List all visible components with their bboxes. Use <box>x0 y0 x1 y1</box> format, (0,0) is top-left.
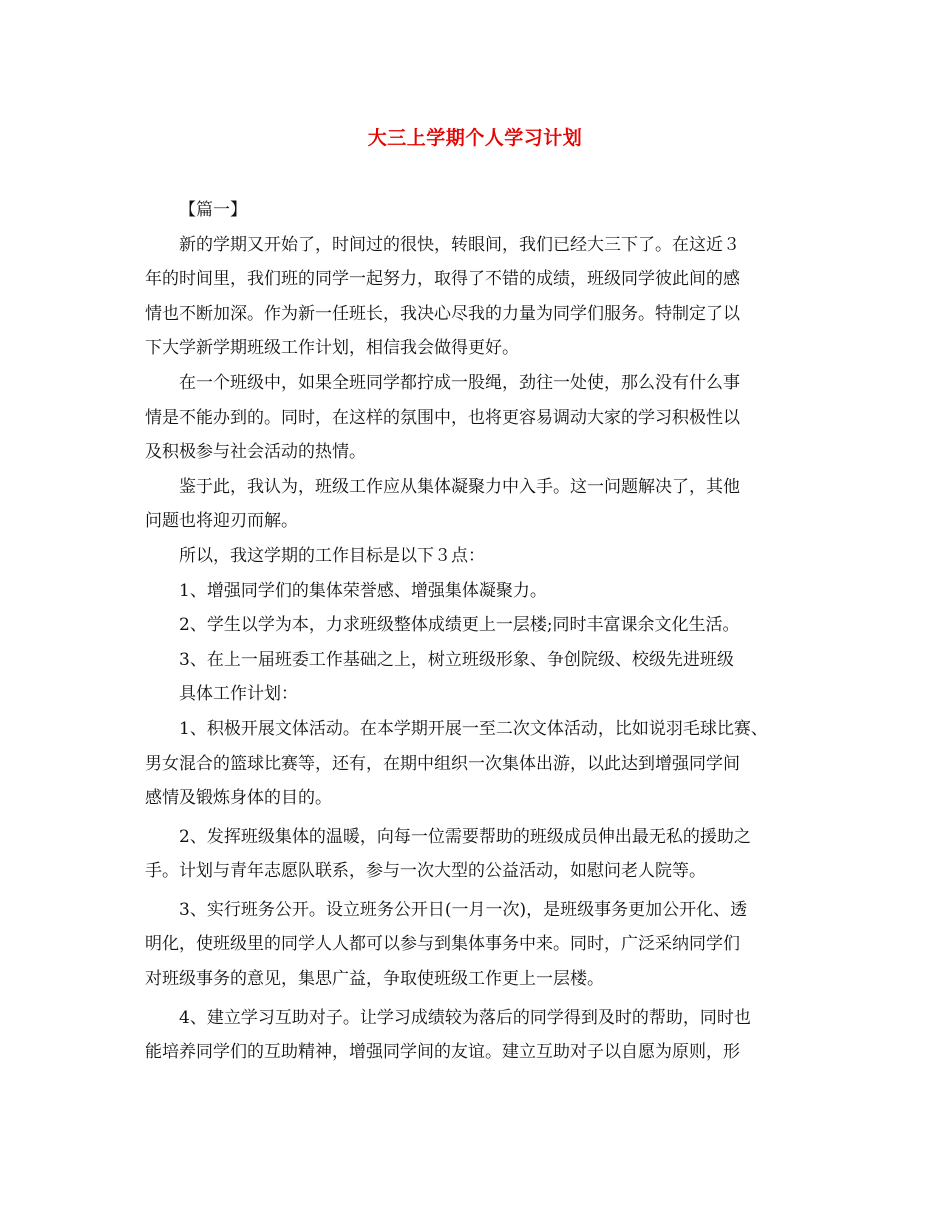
section-heading: 【篇一】 <box>179 200 247 220</box>
paragraph-line: 情是不能办到的。同时，在这样的氛围中，也将更容易调动大家的学习积极性以 <box>145 407 740 428</box>
list-item: 3、实行班务公开。设立班务公开日(一月一次)，是班级事务更加公开化、透 <box>179 899 748 920</box>
paragraph-line: 感情及锻炼身体的目的。 <box>145 788 332 809</box>
paragraph-line: 能培养同学们的互助精神，增强同学间的友谊。建立互助对子以自愿为原则，形 <box>145 1042 740 1063</box>
list-item: 2、学生以学为本，力求班级整体成绩更上一层楼;同时丰富课余文化生活。 <box>179 615 740 636</box>
paragraph-line: 所以，我这学期的工作目标是以下３点： <box>179 545 485 566</box>
paragraph-line: 在一个班级中，如果全班同学都拧成一股绳，劲往一处使，那么没有什么事 <box>179 372 740 393</box>
paragraph-line: 及积极参与社会活动的热情。 <box>145 442 366 463</box>
list-item: 3、在上一届班委工作基础之上，树立班级形象、争创院级、校级先进班级 <box>179 649 734 670</box>
paragraph-line: 男女混合的篮球比赛等，还有，在期中组织一次集体出游，以此达到增强同学间 <box>145 753 740 774</box>
subheading: 具体工作计划： <box>179 684 298 705</box>
paragraph-line: 对班级事务的意见，集思广益，争取使班级工作更上一层楼。 <box>145 969 604 990</box>
document-title: 大三上学期个人学习计划 <box>367 127 583 149</box>
list-item: 4、建立学习互助对子。让学习成绩较为落后的同学得到及时的帮助，同时也 <box>179 1007 751 1028</box>
paragraph-line: 鉴于此，我认为，班级工作应从集体凝聚力中入手。这一问题解决了，其他 <box>179 476 740 497</box>
list-item: 1、增强同学们的集体荣誉感、增强集体凝聚力。 <box>179 580 547 601</box>
document-body <box>145 196 805 1073</box>
paragraph-line: 新的学期又开始了，时间过的很快，转眼间，我们已经大三下了。在这近３ <box>179 234 740 255</box>
paragraph-line: 情也不断加深。作为新一任班长，我决心尽我的力量为同学们服务。特制定了以 <box>145 303 740 324</box>
paragraph-line: 年的时间里，我们班的同学一起努力，取得了不错的成绩，班级同学彼此间的感 <box>145 269 740 290</box>
paragraph-line: 手。计划与青年志愿队联系，参与一次大型的公益活动，如慰问老人院等。 <box>145 861 706 882</box>
list-item: 2、发挥班级集体的温暖，向每一位需要帮助的班级成员伸出最无私的援助之 <box>179 826 751 847</box>
paragraph-line: 下大学新学期班级工作计划，相信我会做得更好。 <box>145 338 519 359</box>
list-item: 1、积极开展文体活动。在本学期开展一至二次文体活动，比如说羽毛球比赛、 <box>179 718 768 739</box>
paragraph-line: 明化，使班级里的同学人人都可以参与到集体事务中来。同时，广泛采纳同学们 <box>145 934 740 955</box>
paragraph-line: 问题也将迎刃而解。 <box>145 511 298 532</box>
